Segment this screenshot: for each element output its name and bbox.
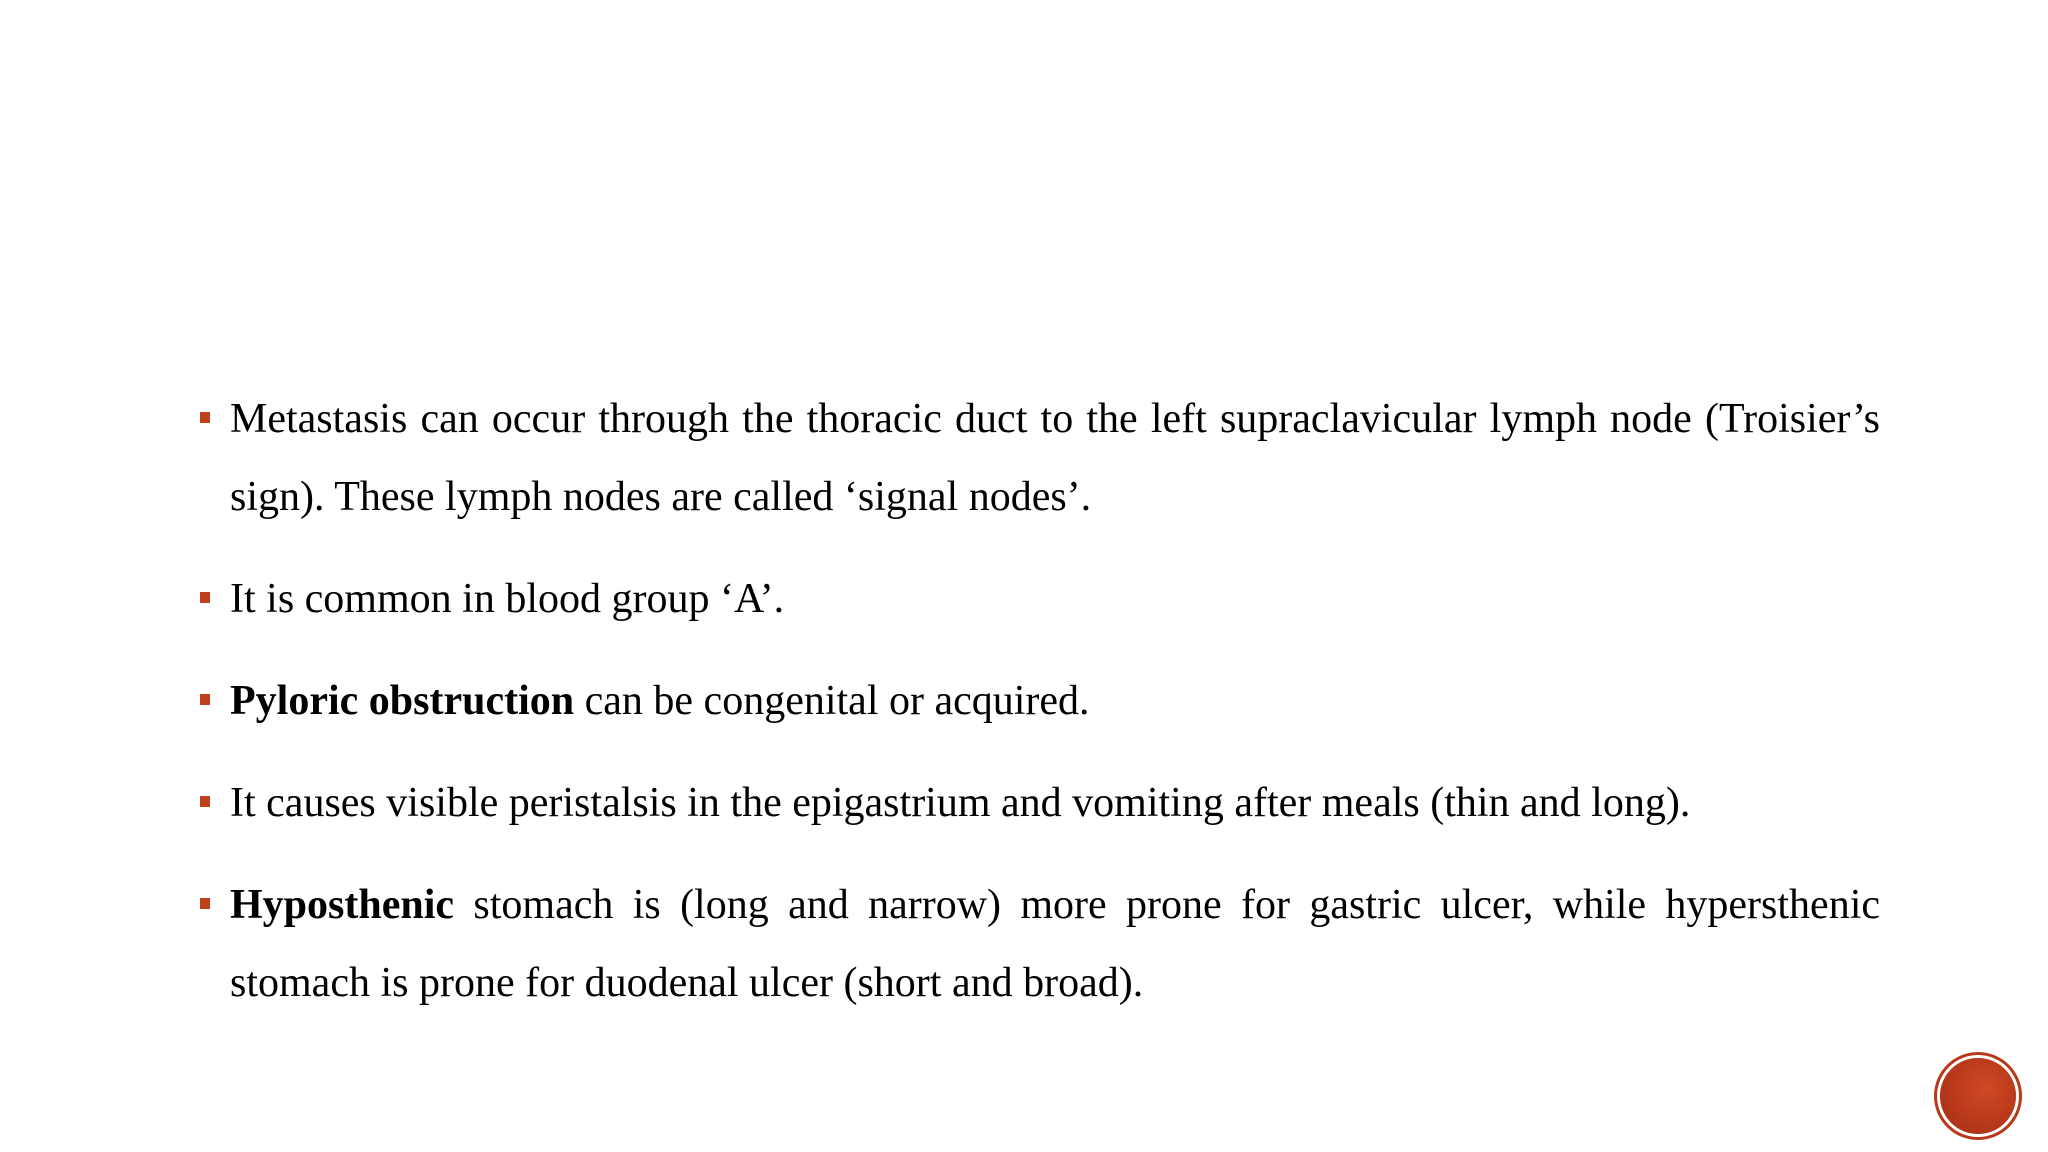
- bullet-item-hyposthenic: [200, 866, 1880, 1022]
- bullet-item-pyloric-obstruction: [200, 662, 1880, 740]
- square-bullet-icon: [200, 898, 210, 909]
- bullet-text: can be congenital or acquired.: [574, 678, 1090, 724]
- bullet-item-blood-group: [200, 560, 1880, 638]
- bullet-text: It is common in blood group ‘A’.: [230, 576, 785, 622]
- bullet-text: stomach is (long and narrow) more prone for gastric ulcer, while hypersthenic stomach is prone for duodenal ulcer (short and broad).: [230, 882, 1880, 1006]
- square-bullet-icon: [200, 694, 210, 705]
- bullet-bold-term: Hyposthenic: [230, 882, 455, 928]
- corner-circle-badge: [1940, 1058, 2016, 1134]
- bullet-bold-term: Pyloric obstruction: [230, 678, 575, 724]
- square-bullet-icon: [200, 796, 210, 807]
- bullet-text: It causes visible peristalsis in the epigastrium and vomiting after meals (thin and long).: [230, 780, 1691, 826]
- square-bullet-icon: [200, 412, 210, 423]
- bullet-text: Metastasis can occur through the thoracic duct to the left supraclavicular lymph node (Troisier’s sign). These lymph nodes are called ‘signal nodes’.: [230, 396, 1880, 520]
- bullet-list: [200, 380, 1880, 1046]
- bullet-item-peristalsis: [200, 764, 1880, 842]
- square-bullet-icon: [200, 592, 210, 603]
- bullet-item-metastasis: [200, 380, 1880, 536]
